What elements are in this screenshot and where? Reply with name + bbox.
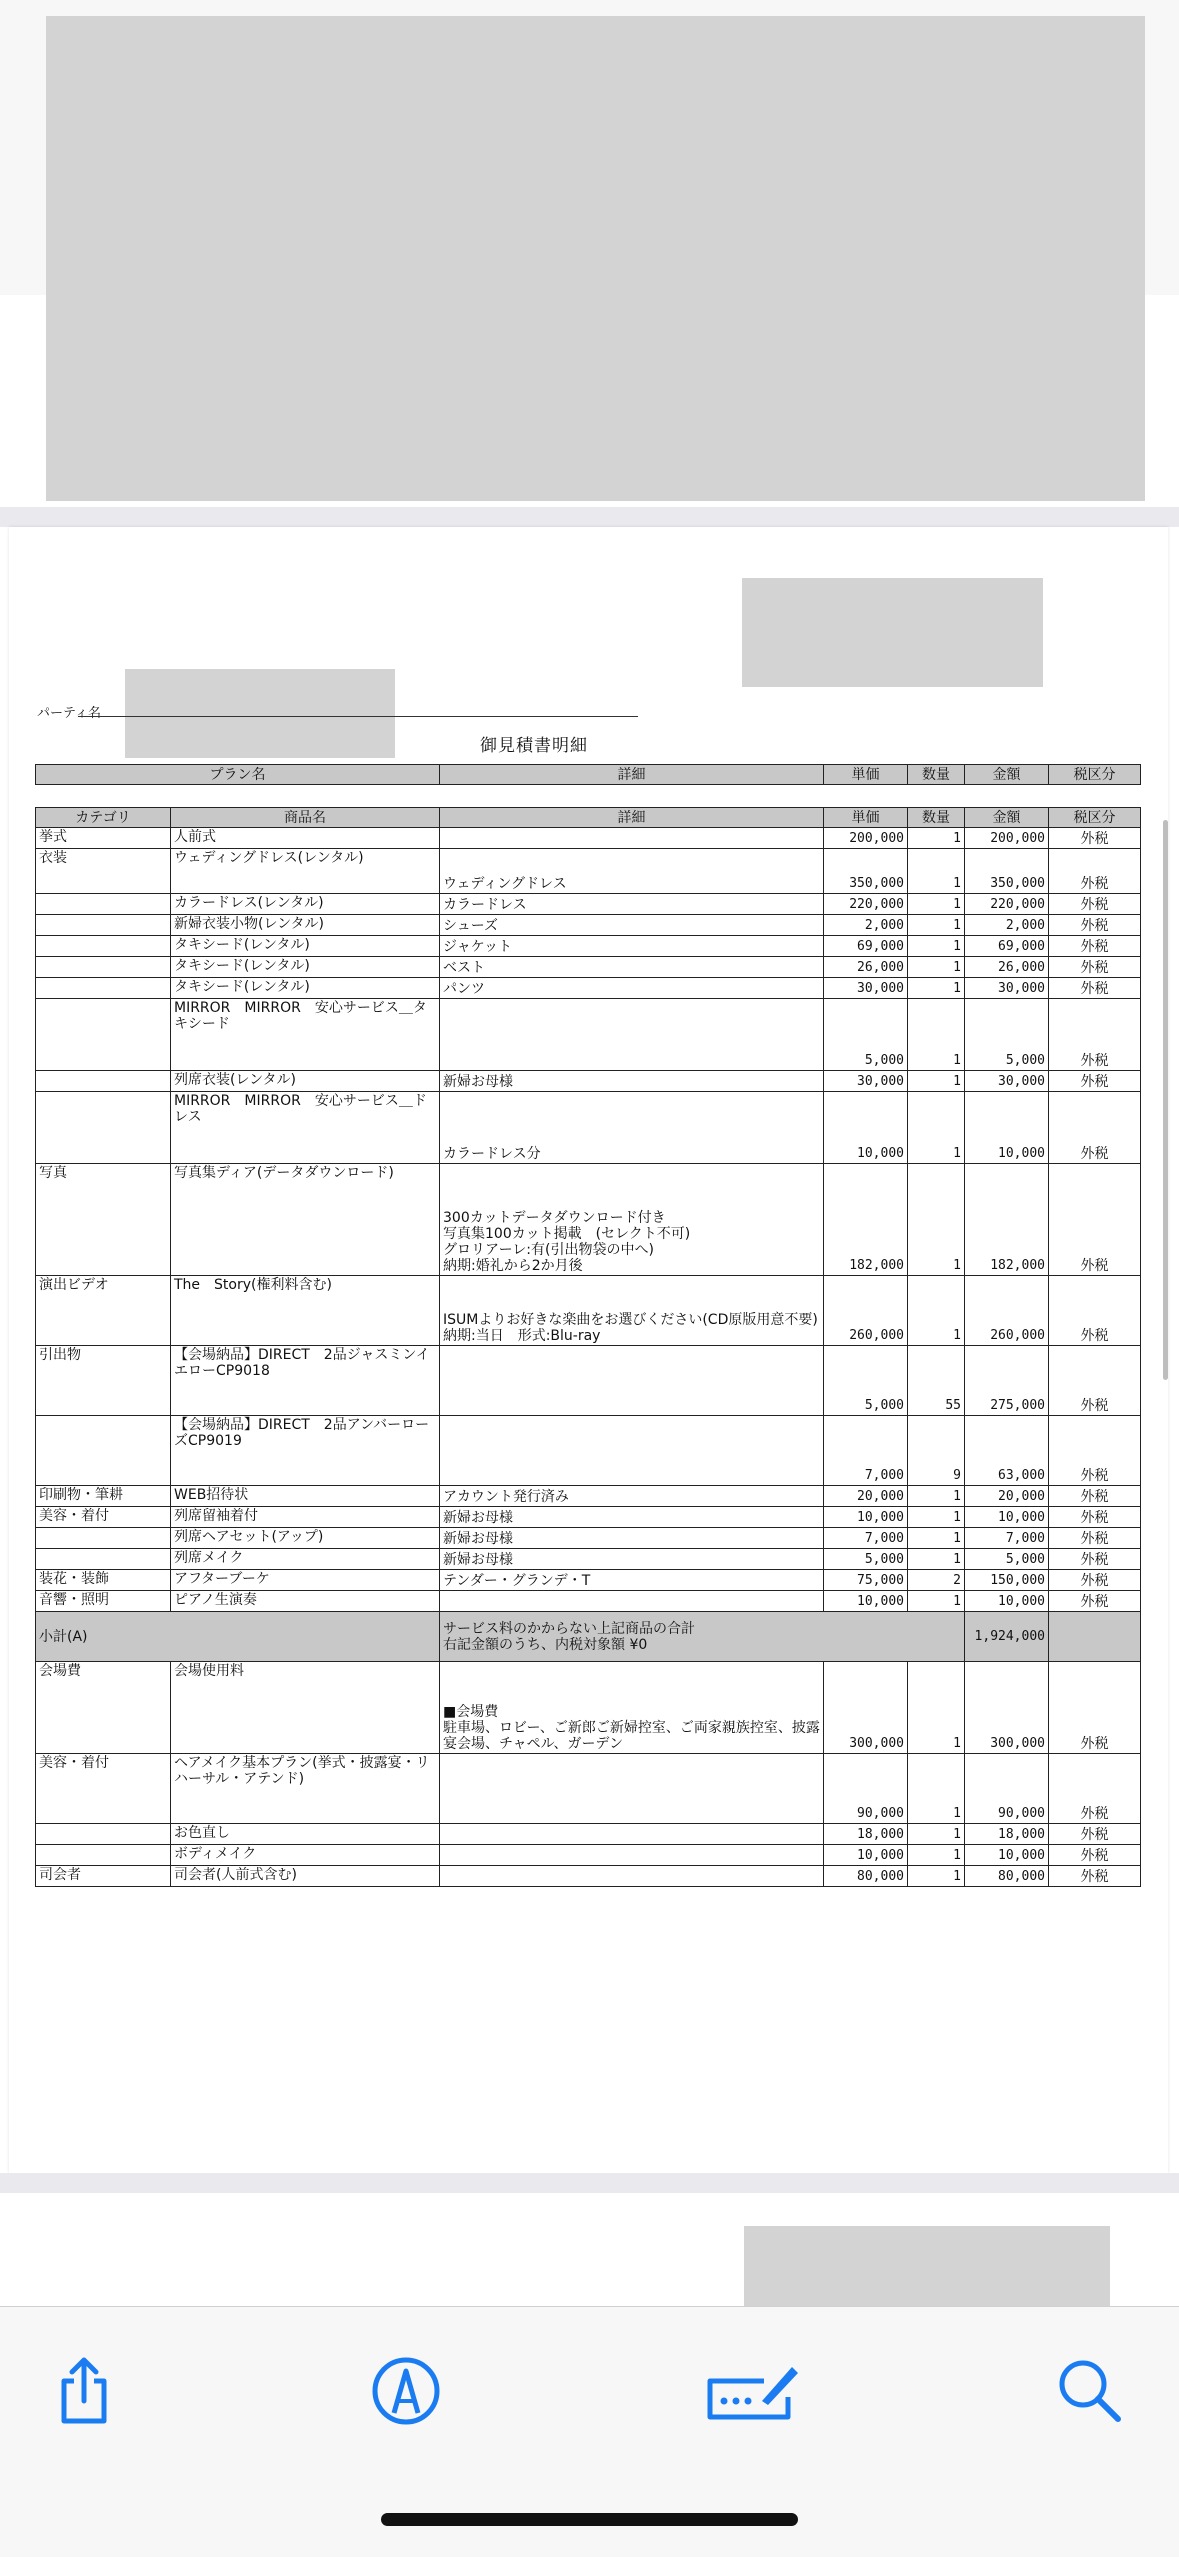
product-name-cell: 写真集ディア(データダウンロード) [171,1164,440,1276]
detail-cell [440,1824,824,1845]
header-unit-price: 単価 [824,765,908,785]
detail-cell: ベスト [440,957,824,978]
category-cell [36,936,171,957]
quantity-cell: 2 [908,1570,965,1591]
amount-cell: 30,000 [965,1071,1049,1092]
table-row [36,1549,1141,1570]
table-row [36,1507,1141,1528]
tax-type-cell: 外税 [1049,1071,1141,1092]
amount-cell: 10,000 [965,1591,1049,1612]
category-cell [36,1528,171,1549]
amount-cell: 10,000 [965,1507,1049,1528]
category-cell: 印刷物・筆耕 [36,1486,171,1507]
detail-cell: 新婦お母様 [440,1507,824,1528]
header-product-name: 商品名 [171,808,440,828]
header-quantity: 数量 [908,765,965,785]
category-cell [36,1845,171,1866]
tax-type-cell: 外税 [1049,957,1141,978]
header-tax: 税区分 [1049,765,1141,785]
amount-cell: 69,000 [965,936,1049,957]
redacted-area [46,16,1145,501]
product-name-cell: ボディメイク [171,1845,440,1866]
quantity-cell: 1 [908,978,965,999]
detail-cell [440,999,824,1071]
table-row [36,957,1141,978]
plan-table [35,764,1141,785]
product-name-cell: タキシード(レンタル) [171,936,440,957]
unit-price-cell: 30,000 [824,1071,908,1092]
quantity-cell: 1 [908,828,965,849]
product-name-cell: 列席留袖着付 [171,1507,440,1528]
table-row [36,1276,1141,1346]
table-row [36,1346,1141,1416]
category-cell [36,978,171,999]
category-cell [36,1824,171,1845]
product-name-cell: 会場使用料 [171,1662,440,1754]
quantity-cell: 1 [908,849,965,894]
unit-price-cell: 75,000 [824,1570,908,1591]
subtotal-amount: 1,924,000 [965,1612,1049,1662]
detail-cell: ISUMよりお好きな楽曲をお選びください(CD原版用意不要) 納期:当日 形式:Blu-ray [440,1276,824,1346]
category-cell [36,1416,171,1486]
header-quantity: 数量 [908,808,965,828]
subtotal-tax-cell [1049,1612,1141,1662]
product-name-cell: ピアノ生演奏 [171,1591,440,1612]
tax-type-cell: 外税 [1049,1092,1141,1164]
detail-cell [440,1754,824,1824]
table-row [36,1866,1141,1887]
amount-cell: 220,000 [965,894,1049,915]
unit-price-cell: 80,000 [824,1866,908,1887]
markup-button[interactable] [366,2351,446,2431]
header-detail: 詳細 [440,765,824,785]
detail-cell: シューズ [440,915,824,936]
header-amount: 金額 [965,765,1049,785]
amount-cell: 350,000 [965,849,1049,894]
table-row [36,849,1141,894]
detail-cell: 新婦お母様 [440,1071,824,1092]
table-row [36,1528,1141,1549]
product-name-cell: WEB招待状 [171,1486,440,1507]
page-gap [0,507,1179,527]
unit-price-cell: 5,000 [824,999,908,1071]
product-name-cell: The Story(権利料含む) [171,1276,440,1346]
unit-price-cell: 7,000 [824,1416,908,1486]
table-row [36,999,1141,1071]
quantity-cell: 1 [908,1507,965,1528]
table-row [36,894,1141,915]
product-name-cell: カラードレス(レンタル) [171,894,440,915]
header-amount: 金額 [965,808,1049,828]
product-name-cell: 列席ヘアセット(アップ) [171,1528,440,1549]
unit-price-cell: 260,000 [824,1276,908,1346]
unit-price-cell: 300,000 [824,1662,908,1754]
header-category: カテゴリ [36,808,171,828]
tax-type-cell: 外税 [1049,1754,1141,1824]
unit-price-cell: 350,000 [824,849,908,894]
estimate-items-table [35,807,1141,1887]
category-cell [36,894,171,915]
unit-price-cell: 220,000 [824,894,908,915]
quantity-cell: 1 [908,1486,965,1507]
party-name-underline [78,716,638,717]
unit-price-cell: 30,000 [824,978,908,999]
share-button[interactable] [44,2351,124,2431]
amount-cell: 5,000 [965,1549,1049,1570]
unit-price-cell: 7,000 [824,1528,908,1549]
category-cell [36,1549,171,1570]
quantity-cell: 1 [908,1866,965,1887]
detail-cell: ジャケット [440,936,824,957]
detail-cell [440,1591,824,1612]
amount-cell: 10,000 [965,1845,1049,1866]
quantity-cell: 9 [908,1416,965,1486]
subtotal-label: 小計(A) [36,1612,440,1662]
tax-type-cell: 外税 [1049,1662,1141,1754]
items-table-header [36,808,1141,828]
product-name-cell: 人前式 [171,828,440,849]
category-cell: 演出ビデオ [36,1276,171,1346]
table-row [36,1164,1141,1276]
detail-cell: カラードレス [440,894,824,915]
category-cell: 音響・照明 [36,1591,171,1612]
product-name-cell: ウェディングドレス(レンタル) [171,849,440,894]
table-row [36,1591,1141,1612]
signature-icon [702,2355,802,2427]
detail-cell: 新婦お母様 [440,1549,824,1570]
header-detail: 詳細 [440,808,824,828]
detail-cell: 300カットデータダウンロード付き 写真集100カット掲載 (セレクト不可) グロリアーレ:有(引出物袋の中へ) 納期:婚礼から2か月後 [440,1164,824,1276]
amount-cell: 182,000 [965,1164,1049,1276]
product-name-cell: 【会場納品】DIRECT 2品アンバーローズCP9019 [171,1416,440,1486]
quantity-cell: 1 [908,957,965,978]
unit-price-cell: 18,000 [824,1824,908,1845]
tax-type-cell: 外税 [1049,894,1141,915]
detail-cell [440,1845,824,1866]
category-cell [36,957,171,978]
table-row [36,1416,1141,1486]
unit-price-cell: 69,000 [824,936,908,957]
unit-price-cell: 182,000 [824,1164,908,1276]
category-cell: 写真 [36,1164,171,1276]
amount-cell: 7,000 [965,1528,1049,1549]
unit-price-cell: 10,000 [824,1845,908,1866]
tax-type-cell: 外税 [1049,936,1141,957]
tax-type-cell: 外税 [1049,1845,1141,1866]
quantity-cell: 1 [908,915,965,936]
quantity-cell: 1 [908,1528,965,1549]
detail-cell: テンダー・グランデ・T [440,1570,824,1591]
category-cell [36,915,171,936]
detail-cell: 新婦お母様 [440,1528,824,1549]
quantity-cell: 1 [908,936,965,957]
category-cell: 装花・装飾 [36,1570,171,1591]
redacted-area [125,669,395,758]
detail-cell [440,1346,824,1416]
header-tax: 税区分 [1049,808,1141,828]
quantity-cell: 1 [908,1164,965,1276]
table-row [36,1071,1141,1092]
detail-cell [440,828,824,849]
tax-type-cell: 外税 [1049,1824,1141,1845]
tax-type-cell: 外税 [1049,1164,1141,1276]
unit-price-cell: 5,000 [824,1549,908,1570]
category-cell [36,1071,171,1092]
product-name-cell: 列席メイク [171,1549,440,1570]
detail-cell [440,1866,824,1887]
quantity-cell: 1 [908,999,965,1071]
category-cell: 衣装 [36,849,171,894]
tax-type-cell: 外税 [1049,1507,1141,1528]
unit-price-cell: 26,000 [824,957,908,978]
detail-cell: パンツ [440,978,824,999]
tax-type-cell: 外税 [1049,1866,1141,1887]
amount-cell: 30,000 [965,978,1049,999]
detail-cell: カラードレス分 [440,1092,824,1164]
quantity-cell: 1 [908,1845,965,1866]
redacted-area [742,578,1043,687]
amount-cell: 80,000 [965,1866,1049,1887]
tax-type-cell: 外税 [1049,915,1141,936]
product-name-cell: 新婦衣装小物(レンタル) [171,915,440,936]
table-row [36,915,1141,936]
category-cell: 引出物 [36,1346,171,1416]
detail-cell: ■会場費 駐車場、ロビー、ご新郎ご新婦控室、ご両家親族控室、披露宴会場、チャペル、ガーデン [440,1662,824,1754]
search-button[interactable] [1050,2351,1130,2431]
amount-cell: 90,000 [965,1754,1049,1824]
unit-price-cell: 10,000 [824,1092,908,1164]
header-unit-price: 単価 [824,808,908,828]
table-row [36,1662,1141,1754]
tax-type-cell: 外税 [1049,999,1141,1071]
category-cell: 司会者 [36,1866,171,1887]
amount-cell: 20,000 [965,1486,1049,1507]
detail-cell: ウェディングドレス [440,849,824,894]
amount-cell: 5,000 [965,999,1049,1071]
product-name-cell: お色直し [171,1824,440,1845]
subtotal-row [36,1612,1141,1662]
scrollbar[interactable] [1163,820,1168,1380]
product-name-cell: タキシード(レンタル) [171,978,440,999]
party-name-label: パーティ名 [37,706,101,721]
table-row [36,978,1141,999]
detail-cell [440,1416,824,1486]
product-name-cell: MIRROR MIRROR 安心サービス＿タキシード [171,999,440,1071]
quantity-cell: 1 [908,1276,965,1346]
header-plan-name: プラン名 [36,765,440,785]
unit-price-cell: 20,000 [824,1486,908,1507]
amount-cell: 26,000 [965,957,1049,978]
amount-cell: 10,000 [965,1092,1049,1164]
tax-type-cell: 外税 [1049,1346,1141,1416]
unit-price-cell: 10,000 [824,1591,908,1612]
quantity-cell: 1 [908,1824,965,1845]
amount-cell: 300,000 [965,1662,1049,1754]
quantity-cell: 1 [908,894,965,915]
quantity-cell: 1 [908,1754,965,1824]
quantity-cell: 1 [908,1662,965,1754]
tax-type-cell: 外税 [1049,1528,1141,1549]
table-row [36,1486,1141,1507]
markup-icon [370,2355,442,2427]
signature-button[interactable] [700,2351,804,2431]
category-cell [36,999,171,1071]
quantity-cell: 1 [908,1092,965,1164]
tax-type-cell: 外税 [1049,849,1141,894]
category-cell: 美容・着付 [36,1754,171,1824]
product-name-cell: 列席衣装(レンタル) [171,1071,440,1092]
amount-cell: 150,000 [965,1570,1049,1591]
tax-type-cell: 外税 [1049,1486,1141,1507]
table-row [36,1570,1141,1591]
table-row [36,1845,1141,1866]
home-indicator[interactable] [381,2513,798,2526]
table-row [36,828,1141,849]
amount-cell: 2,000 [965,915,1049,936]
amount-cell: 260,000 [965,1276,1049,1346]
subtotal-note: サービス料のかからない上記商品の合計 右記金額のうち、内税対象額 ¥0 [440,1612,965,1662]
product-name-cell: MIRROR MIRROR 安心サービス＿ドレス [171,1092,440,1164]
table-row [36,1824,1141,1845]
tax-type-cell: 外税 [1049,1416,1141,1486]
detail-cell: アカウント発行済み [440,1486,824,1507]
category-cell: 美容・着付 [36,1507,171,1528]
table-row [36,936,1141,957]
plan-table-header [36,765,1141,785]
quantity-cell: 1 [908,1591,965,1612]
search-icon [1054,2355,1126,2427]
share-icon [52,2355,116,2427]
table-row [36,1092,1141,1164]
document-title: 御見積書明細 [480,736,588,756]
tax-type-cell: 外税 [1049,828,1141,849]
product-name-cell: アフターブーケ [171,1570,440,1591]
category-cell [36,1092,171,1164]
unit-price-cell: 2,000 [824,915,908,936]
tax-type-cell: 外税 [1049,1276,1141,1346]
amount-cell: 18,000 [965,1824,1049,1845]
quantity-cell: 55 [908,1346,965,1416]
tax-type-cell: 外税 [1049,1591,1141,1612]
table-row [36,1754,1141,1824]
unit-price-cell: 90,000 [824,1754,908,1824]
product-name-cell: ヘアメイク基本プラン(挙式・披露宴・リハーサル・アテンド) [171,1754,440,1824]
tax-type-cell: 外税 [1049,1570,1141,1591]
page-gap [0,2173,1179,2193]
product-name-cell: タキシード(レンタル) [171,957,440,978]
tax-type-cell: 外税 [1049,1549,1141,1570]
product-name-cell: 司会者(人前式含む) [171,1866,440,1887]
tax-type-cell: 外税 [1049,978,1141,999]
product-name-cell: 【会場納品】DIRECT 2品ジャスミンイエローCP9018 [171,1346,440,1416]
amount-cell: 63,000 [965,1416,1049,1486]
quantity-cell: 1 [908,1549,965,1570]
category-cell: 会場費 [36,1662,171,1754]
unit-price-cell: 200,000 [824,828,908,849]
unit-price-cell: 10,000 [824,1507,908,1528]
amount-cell: 200,000 [965,828,1049,849]
category-cell: 挙式 [36,828,171,849]
amount-cell: 275,000 [965,1346,1049,1416]
quantity-cell: 1 [908,1071,965,1092]
unit-price-cell: 5,000 [824,1346,908,1416]
